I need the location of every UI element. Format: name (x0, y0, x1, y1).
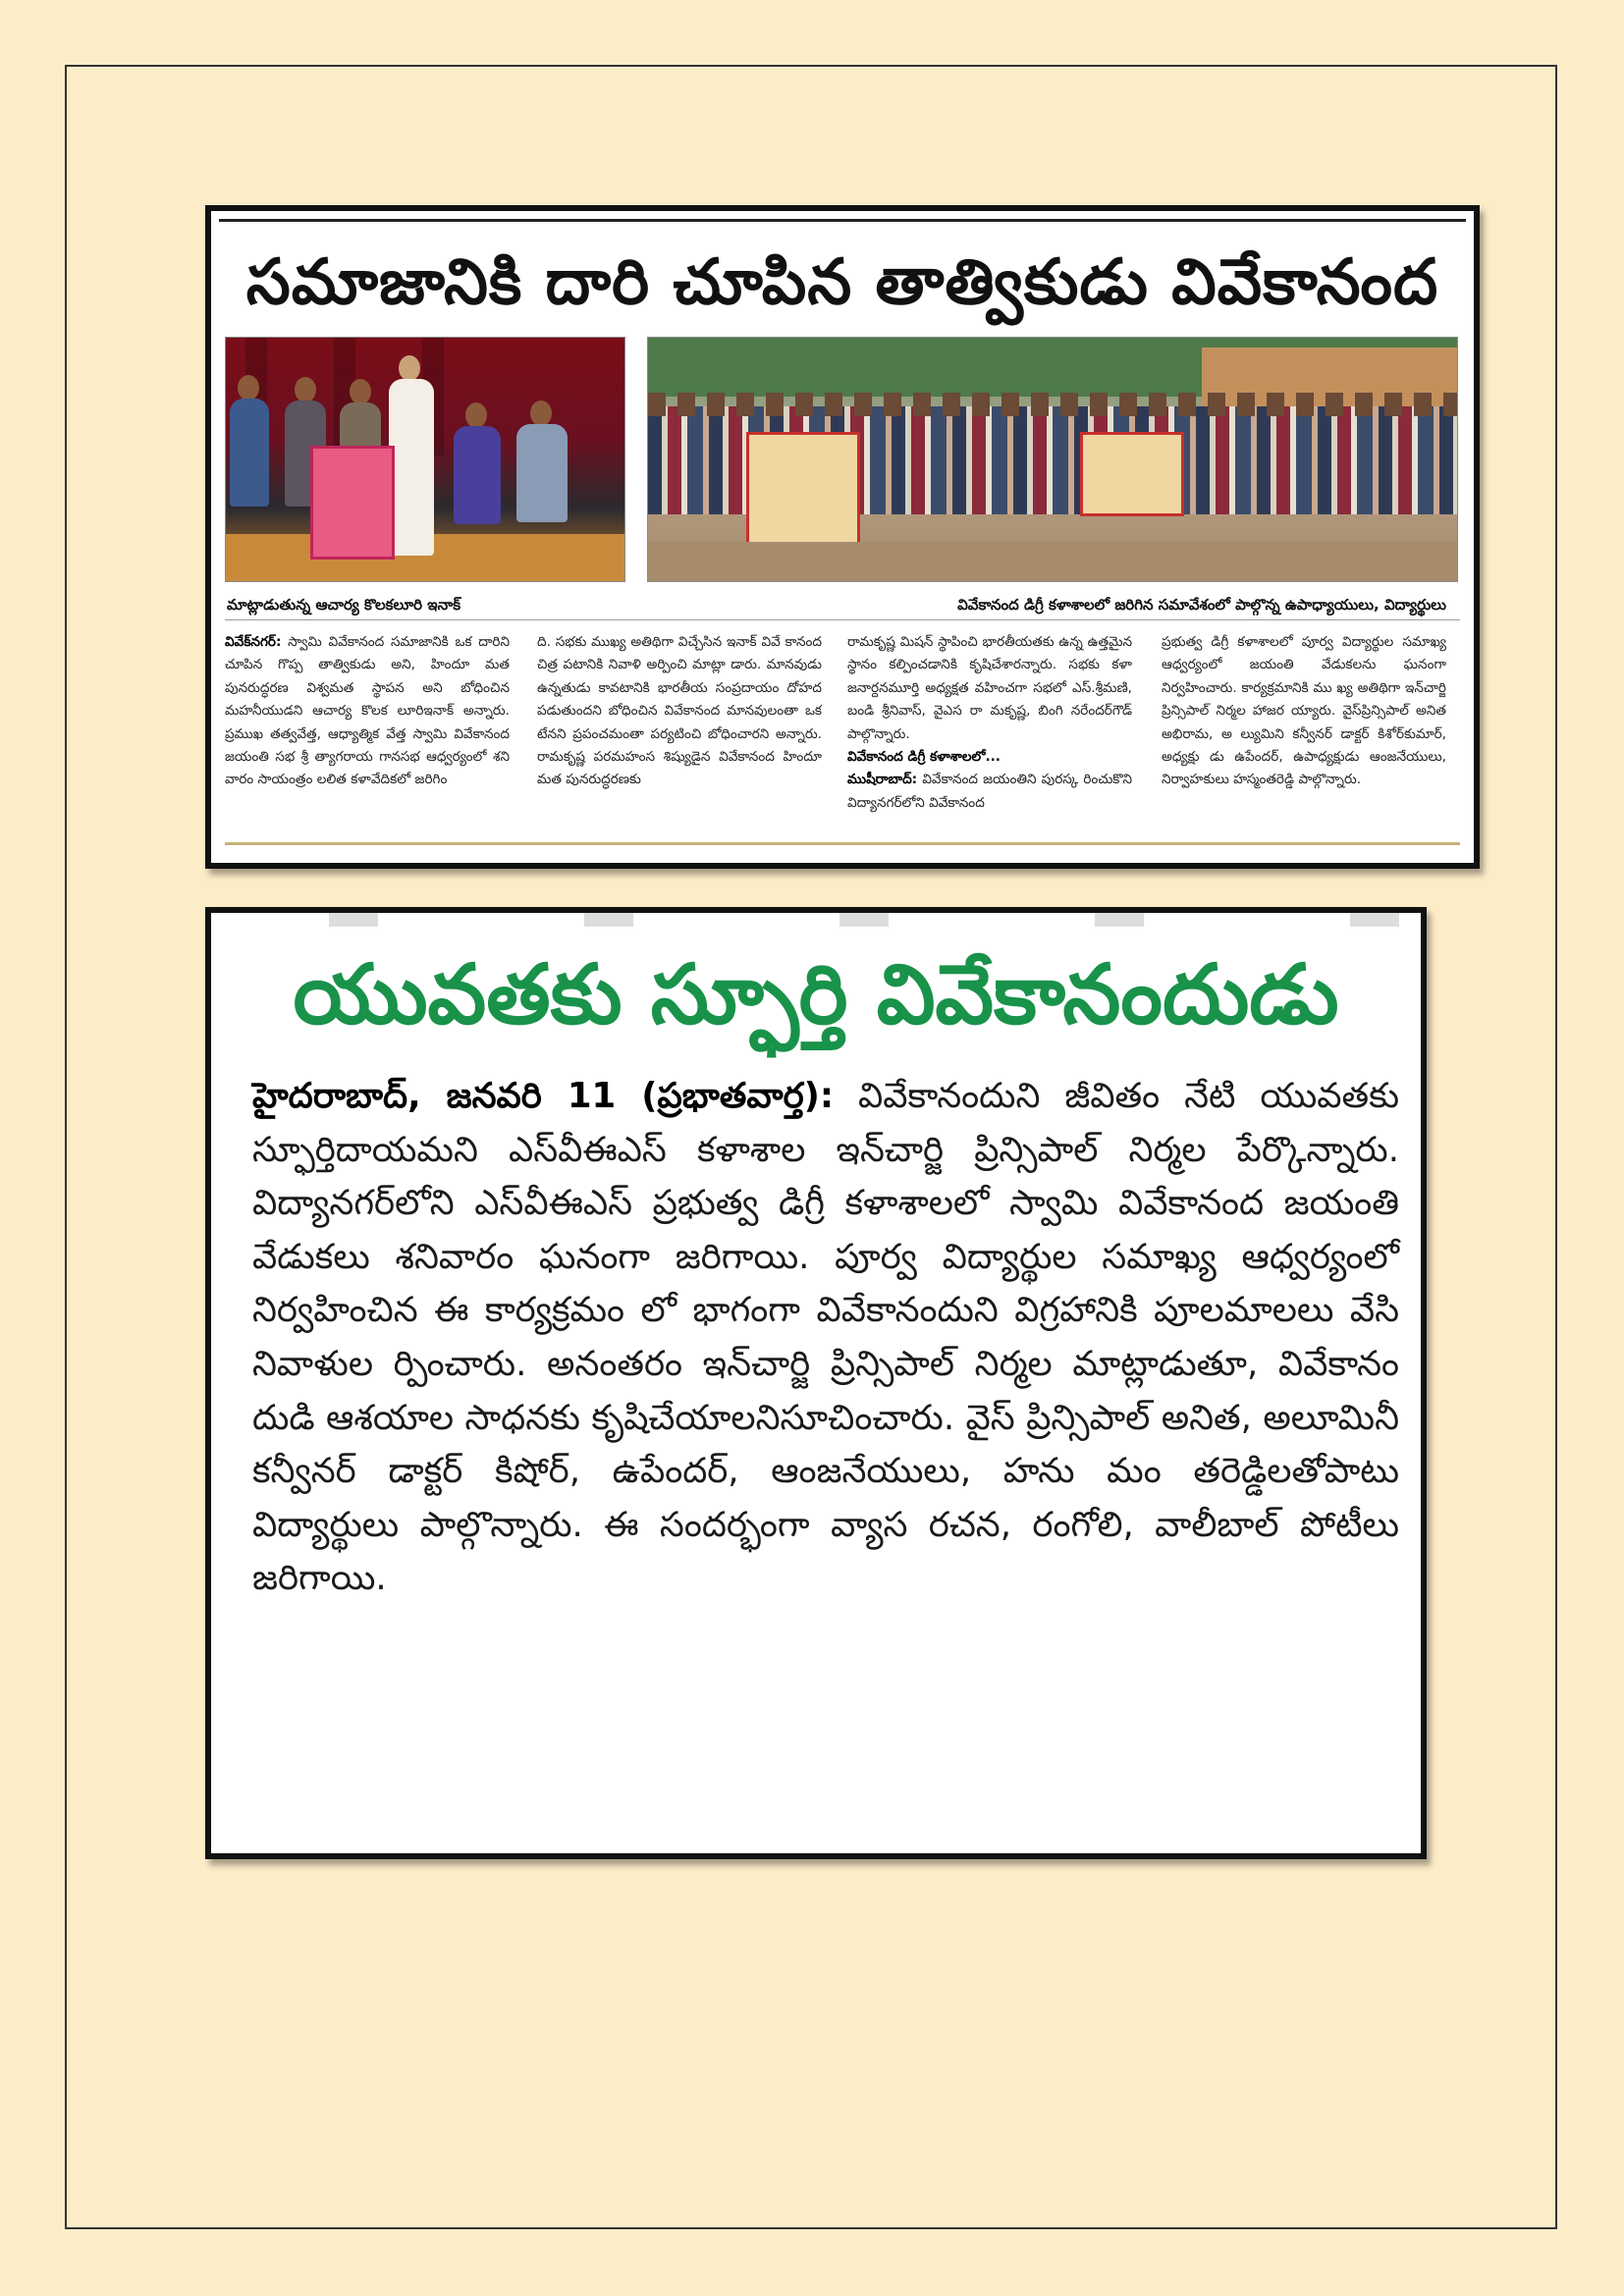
article-text: వివేకానందుని జీవితం నేటి యువతకు స్ఫూర్తిదాయమని ఎస్‌వీఈఎస్ కళాశాల ఇన్‌చార్జి ప్రిన్సిపాల్ నిర్మల పేర్కొన్నారు. విద్యానగర్‌లోని ఎస్‌వీఈఎస్ ప్రభుత్వ డిగ్రీ కళాశాలలో స్వామి వివేకానంద జయంతి వేడుకలు శనివారం ఘనంగా జరిగాయి. పూర్వ విద్యార్థుల సమాఖ్య ఆధ్వర్యంలో నిర్వహించిన ఈ కార్యక్రమం లో భాగంగా వివేకానందుని విగ్రహానికి పూలమాలలు వేసి నివాళుల ర్పించారు. అనంతరం ఇన్‌చార్జి ప్రిన్సిపాల్ నిర్మల మాట్లాడుతూ, వివేకానం దుడి ఆశయాల సాధనకు కృషిచేయాలనిసూచించారు. వైస్ ప్రిన్సిపాల్ అనిత, అలూమినీ కన్వీనర్ డాక్టర్ కిషోర్, ఉపేందర్, ఆంజనేయులు, హను మం తరెడ్డిలతోపాటు విద్యార్థులు పాల్గొన్నారు. ఈ సందర్భంగా వ్యాస రచన, రంగోలి, వాలీబాల్ పోటీలు జరిగాయి. (252, 1076, 1399, 1599)
photo-caption-left: మాట్లాడుతున్న ఆచార్య కొలకలూరి ఇనాక్ (227, 596, 461, 614)
vivekananda-portrait (310, 446, 395, 560)
person (516, 424, 568, 522)
person (350, 379, 371, 404)
article-column-3 (847, 631, 1132, 818)
person (465, 402, 487, 428)
photo-speaker-at-podium (225, 337, 625, 582)
person (230, 399, 269, 507)
clipping-1-headline: సమాజానికి దారి చూపిన తాత్వికుడు వివేకానంద (245, 246, 1439, 319)
rule-line (219, 219, 1466, 222)
news-clipping-1 (205, 205, 1480, 869)
news-clipping-2 (205, 907, 1427, 1859)
article-column-2 (537, 631, 822, 818)
column-text: స్వామి వివేకానంద సమాజానికి ఒక దారిని చూపిన గొప్ప తాత్వికుడు అని, హిందూ మత పునరుద్ధరణ విశ్వమత స్థాపన అని బోధించిన మహనీయుడని ఆచార్య కొలక లూరిఇనాక్ అన్నారు. ప్రముఖ తత్వవేత్త, ఆధ్యాత్మిక వేత్త స్వామి వివేకానంద జయంతి సభ శ్రీ త్యాగరాయ గానసభ ఆధ్వర్యంలో శని వారం సాయంత్రం లలిత కళావేదికలో జరిగిం (225, 634, 510, 788)
column-text: ది. సభకు ముఖ్య అతిథిగా విచ్చేసిన ఇనాక్ వివే కానంద చిత్ర పటానికి నివాళి అర్పించి మాట్లా డారు. మానవుడు ఉన్నతుడు కావటానికి భారతీయ సంప్రదాయం దోహద పడుతుందని బోధించిన వివేకానంద మానవులంతా ఒక టేనని ప్రపంచమంతా పర్యటించి బోధించారని అన్నారు. రామకృష్ణ పరమహంస శిష్యుడైన వివేకానంద హిందూ మత పునరుద్ధరణకు (537, 634, 822, 788)
column-text: ప్రభుత్వ డిగ్రీ కళాశాలలో పూర్వ విద్యార్థుల సమాఖ్య ఆధ్వర్యంలో జయంతి వేడుకలను ఘనంగా నిర్వహించారు. కార్యక్రమానికి ము ఖ్య అతిథిగా ఇన్‌చార్జి ప్రిన్సిపాల్ నిర్మల హాజర య్యారు. వైస్‌ప్రిన్సిపాల్ అనిత అభిరామ, అ ల్యుమిని కన్వీనర్ డాక్టర్ కిశోర్‌కుమార్, అధ్యక్షు డు ఉపేందర్, ఉపాధ్యక్షుడు ఆంజనేయులు, నిర్వాహకులు హస్మంతరెడ్డి పాల్గొన్నారు. (1162, 634, 1446, 788)
heads-row (648, 393, 1457, 416)
person (238, 375, 259, 400)
article-column-4 (1162, 631, 1446, 818)
banner (1080, 432, 1184, 516)
person (295, 377, 316, 402)
clipping-2-headline: యువతకు స్ఫూర్తి వివేకానందుడు (293, 946, 1339, 1042)
dateline: హైదరాబాద్, జనవరి 11 (ప్రభాతవార్త): (252, 1076, 835, 1116)
photo-caption-right: వివేకానంద డిగ్రీ కళాశాలలో జరిగిన సమావేశంలో పాల్గొన్న ఉపాధ్యాయులు, విద్యార్థులు (957, 596, 1446, 614)
person (530, 400, 552, 426)
cut-edge (211, 913, 1421, 927)
column-text: రామకృష్ణ మిషన్ స్థాపించి భారతీయతకు ఉన్న ఉత్తమైన స్థానం కల్పించడానికి కృషిచేశారన్నారు. సభకు కళా జనార్దనమూర్తి అధ్యక్షత వహించగా సభలో ఎస్.శ్రీమణి, బండి శ్రీనివాస్, వైఎస రా మకృష్ణ, బింగి నరేందర్‌గౌడ్ పాల్గొన్నారు. (847, 634, 1132, 742)
person (454, 426, 501, 524)
subheading: వివేకానంద డిగ్రీ కళాశాలలో... (847, 749, 1001, 766)
divider (225, 619, 1460, 620)
dateline: ముషీరాబాద్: (847, 772, 918, 788)
photo-group-students (647, 337, 1458, 582)
rule-line (225, 842, 1460, 845)
dateline: వివేక్‌నగర్: (225, 634, 282, 650)
article-column-1 (225, 631, 510, 818)
banner (746, 432, 860, 556)
speaker (399, 355, 420, 381)
ground (648, 542, 1457, 581)
column-text: వివేకానంద జయంతిని పురస్క రించుకొని విద్యానగర్‌లోని వివేకానంద (847, 772, 1132, 811)
speaker (389, 379, 434, 556)
article-body (252, 1070, 1399, 1606)
